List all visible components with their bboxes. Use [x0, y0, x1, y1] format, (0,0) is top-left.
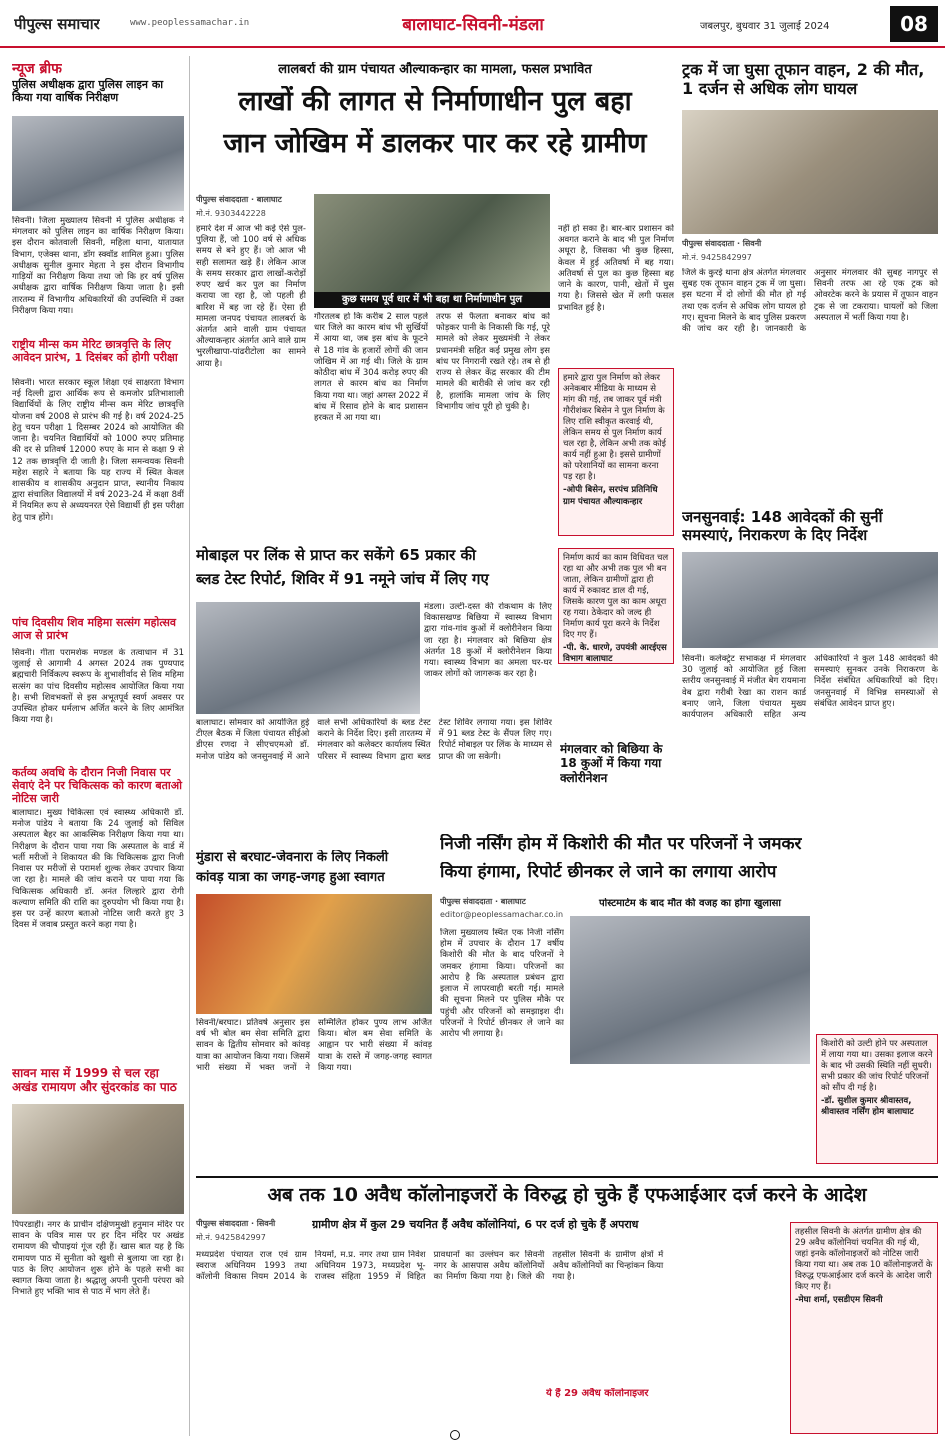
- edition-title: बालाघाट-सिवनी-मंडला: [402, 15, 544, 35]
- lead-body-1: हमारे देश में आज भी कई ऐसे पुल-पुलिया हैं, जो 100 वर्ष से अधिक समय से बने हुए हैं। जो आज भी सही सलामत खड़े हैं। लेकिन आज के समय सरकार द्वारा लाखों-करोड़ों रुपए खर्च कर पुल का निर्माण कराया जा रहा है, जो पहली ही बारिश में बह जा रहे हैं। ऐसा ही मामला जनपद पंचायत लालबर्रा के अंतर्गत आने वाली ग्राम पंचायत औल्याकन्हार अंतर्गत आने वाले ग्राम भुरलीखापा-पांढरीटोला का सामने आया है।: [196, 224, 306, 369]
- lead-byline: पीपुल्स संवाददाता · बालाघाट: [196, 195, 282, 204]
- jansunwai-photo: [682, 552, 938, 648]
- nursing-byline-place: बालाघाट: [500, 897, 526, 906]
- colony-sub2: ये हैं 29 अवैध कॉलोनाइजर: [546, 1388, 649, 1399]
- brief-4-body: बालाघाट। मुख्य चिकित्सा एवं स्वास्थ्य अधिकारी डॉ. मनोज पांडेय ने बताया कि 24 जुलाई को सिविल अस्पताल बैहर का आकस्मिक निरीक्षण किया गया था। निरीक्षण के दौरान पाया गया कि अस्पताल के वार्ड में भर्ती मरीजों ने शिकायत की कि चिकित्सक द्वारा निजी निवास पर मरीजों से परामर्श शुल्क लेकर उपचार किया जा रहा है। मामले की जांच कराने पर पाया गया कि चिकित्सक अधिकारी डॉ. अनंत लिल्हारे द्वारा रोगी कल्याण समिति की राशि का दुरुपयोग भी किया गया है। इस पर उन्हें कारण बताओ नोटिस जारी करते हुए 3 दिवस में जवाब प्रस्तुत करने कहा गया है।: [12, 808, 184, 931]
- chlorination-headline: मंगलवार को बिछिया के 18 कुओं में किया गया क्लोरीनेशन: [560, 742, 663, 785]
- ramayan-path-photo: [12, 1104, 184, 1214]
- nursing-home-photo: [570, 916, 810, 1064]
- accident-byline-place: सिवनी: [742, 239, 762, 248]
- accident-body: जिले के कुरई थाना क्षेत्र अंतर्गत मंगलवार सुबह एक तूफान वाहन ट्रक में जा घुसा। इस घटना में दो लोगों की मौत हो गई तथा एक दर्जन से अधिक लोग घायल हो गए। सूचना मिलने के बाद पुलिस प्रकरण की जांच कर रही है। जानकारी के अनुसार मंगलवार की सुबह नागपुर से सिवनी तरफ आ रहे एक ट्रक को ओवरटेक करने के प्रयास में तूफान वाहन ट्रक से जा टकराया। घायलों को जिला अस्पताल में भर्ती किया गया है।: [682, 268, 938, 335]
- colony-quote-text: तहसील सिवनी के अंतर्गत ग्रामीण क्षेत्र की 29 अवैध कॉलोनियां चयनित की गई थी, जहां इनके कॉलोनाइजरों को नोटिस जारी किया गया था। अब तक 10 कॉलोनाइजरों के विरुद्ध एफआईआर दर्ज करने के आदेश जारी किए गए हैं।: [795, 1227, 933, 1293]
- brand-url[interactable]: www.peoplessamachar.in: [130, 18, 250, 28]
- kanwar-body: सिवनी/बरघाट। प्रतिवर्ष अनुसार इस वर्ष भी बोल बम सेवा समिति द्वारा सावन के द्वितीय सोमवार को कांवड़ यात्रा का आयोजन किया गया। जिसमें भारी संख्या में भक्त जनों ने सम्मिलित होकर पुण्य लाभ अर्जित किया। बोल बम सेवा समिति के आह्वान पर भारी संख्या में कांवड़ यात्रा के रास्ते में जगह-जगह स्वागत किया गया।: [196, 1018, 432, 1073]
- lead-body-2: गौरतलब हो कि करीब 2 साल पहले धार जिले का कारम बांध भी सुर्खियों में आया था, जब इस बांध के फूटने से 18 गांव के हजारों लोगों की जान जोखिम में आ गई थी। जिले के ग्राम कोठीदा बांध में 304 करोड़ रुपए की लागत से कारम बांध का निर्माण किया गया था। जहां अगस्त 2022 में बांध में रिसाव होने के बाद प्रशासन हरकत में आ गया था।: [314, 312, 428, 423]
- colony-byline-place: सिवनी: [256, 1219, 276, 1228]
- kanwar-headline-1: मुंडारा से बरघाट-जेवनारा के लिए निकली: [196, 850, 389, 865]
- jansunwai-body: सिवनी। कलेक्ट्रेट सभाकक्ष में मंगलवार 30 जुलाई को आयोजित हुई जिला स्तरीय जनसुनवाई में मंजीत बेग रायमाना वेब द्वारा गरीबी रेखा का राशन कार्ड बनाए जाने, जिला पंचायत मुख्य कार्यपालन अधिकारी सहित अन्य अधिकारियों ने कुल 148 आवेदकों की समस्याएं सुनकर उनके निराकरण के निर्देश संबंधित अधिकारियों को दिए। जनसुनवाई में विभिन्न समस्याओं से संबंधित आवेदन प्राप्त हुए।: [682, 654, 938, 721]
- nursing-quote: [816, 1034, 938, 1164]
- lead-quote-1-by: -ओपी बिसेन, सरपंच प्रतिनिधि ग्राम पंचायत औल्याकन्हार: [563, 485, 658, 507]
- accident-mobile: मो.नं. 9425842997: [682, 253, 752, 262]
- chlorination-body: मंडला। उल्टी-दस्त की रोकथाम के लिए विकासखण्ड बिछिया में स्वास्थ्य विभाग द्वारा गांव-गांव कुओं में क्लोरीनेशन किया जा रहा है। मंगलवार को बिछिया क्षेत्र अंतर्गत 18 कुओं में क्लोरीनेशन किया गया। स्वास्थ्य विभाग का अमला घर-घर जाकर लोगों को जागरूक कर रहा है।: [424, 602, 552, 680]
- news-brief-label: न्यूज ब्रीफ: [12, 61, 62, 77]
- colony-body: मध्यप्रदेश पंचायत राज एवं ग्राम स्वराज अधिनियम 1993 तथा कॉलोनी विकास नियम 2014 के नियमों, म.प्र. नगर तथा ग्राम निवेश अधिनियम 1973, मध्यप्रदेश भू-राजस्व संहिता 1959 में विहित प्रावधानों का उल्लंघन कर सिवनी नगर के आसपास अवैध कॉलोनियों का निर्माण किया गया है। जिले की तहसील सिवनी के ग्रामीण क्षेत्रों में अवैध कॉलोनियों का चिन्हांकन किया गया है।: [196, 1250, 664, 1283]
- brief-5-headline: सावन मास में 1999 से चल रहा अखंड रामायण और सुंदरकांड का पाठ: [12, 1066, 177, 1095]
- nursing-body: जिला मुख्यालय स्थित एक निजी नर्सिंग होम में उपचार के दौरान 17 वर्षीय किशोरी की मौत के बाद परिजनों ने जमकर हंगामा किया। परिजनों का आरोप है कि अस्पताल प्रबंधन द्वारा इलाज में लापरवाही बरती गई। मामले की सूचना मिलने पर पुलिस मौके पर पहुंची और परिजनों को समझाइश दी। परिजनों ने रिपोर्ट छीनकर ले जाने का आरोप भी लगाया है।: [440, 928, 564, 1039]
- registration-mark: [450, 1430, 460, 1440]
- lead-body-4: नहीं हो सका है। बार-बार प्रशासन को अवगत कराने के बाद भी पुल निर्माण अधूरा है, जिसका भी कुछ हिस्सा, केवल में हुई अतिवर्षा में बह गया। अतिवर्षा से पुल का कुछ हिस्सा बह जाने के कारण, पानी, खेतों में घुस गया है। जिससे खेत में लगी फसल प्रभावित हुई है।: [558, 224, 674, 313]
- bridge-photo-caption: कुछ समय पूर्व धार में भी बहा था निर्माणाधीन पुल: [314, 292, 550, 308]
- brief-1-headline: पुलिस अधीक्षक द्वारा पुलिस लाइन का किया गया वार्षिक निरीक्षण: [12, 78, 164, 105]
- accident-story: [682, 56, 938, 504]
- nursing-photo-caption: पोस्टमार्टम के बाद मौत की वजह का होगा खुलासा: [598, 898, 782, 909]
- colony-byline-name: पीपुल्स संवाददाता: [196, 1219, 249, 1228]
- nursing-headline-2: किया हंगामा, रिपोर्ट छीनकर ले जाने का लगाया आरोप: [440, 862, 777, 882]
- brief-2-headline: राष्ट्रीय मीन्स कम मेरिट छात्रवृत्ति के लिए आवेदन प्रारंभ, 1 दिसंबर को होगी परीक्षा: [12, 338, 178, 365]
- accident-byline-name: पीपुल्स संवाददाता: [682, 239, 735, 248]
- brief-2-body: सिवनी। भारत सरकार स्कूल शिक्षा एवं साक्षरता विभाग नई दिल्ली द्वारा आर्थिक रूप से कमजोर प्रतिभाशाली विद्यार्थियों के लिए राष्ट्रीय मीन्स कम मेरिट छात्रवृत्ति योजना वर्ष 2008 से प्रारंभ की गई है। वर्ष 2024-25 हेतु चयन परीक्षा 1 दिसम्बर 2024 को आयोजित की जाना है। चयनित विद्यार्थियों को 1000 रुपए प्रतिमाह की दर से प्रतिवर्ष 12000 रुपए के मान से कक्षा 9 से 12 तक छात्रवृत्ति दी जाती है। जिला समन्वयक सिवनी महेश सहारे ने बताया कि यह राज्य में स्थित केवल शासकीय व शासकीय अनुदान प्राप्त, स्थानीय निकाय द्वारा संचालित विद्यालयों में वर्ष 2023-24 में कक्षा 8वीं में नियमित रूप से अध्ययनरत ऐसे विद्यार्थी ही इस परीक्षा हेतु पात्र होंगे।: [12, 378, 184, 523]
- masthead: [0, 0, 945, 48]
- lead-story: [196, 56, 674, 540]
- blood-camp-photo: [196, 602, 420, 714]
- nursing-byline: पीपुल्स संवाददाता · बालाघाट: [440, 897, 526, 906]
- police-parade-photo: [12, 116, 184, 211]
- lead-body-3: तरफ से फैलता बनाकर बांध को फोड़कर पानी के निकासी कि गई, पूरे मामले को लेकर मुख्यमंत्री ने लेकर प्रधानमंत्री सहित कई प्रमुख लोग इस बांध पर निगरानी रखते रहे। तब से ही राज्य से लेकर केंद्र सरकार की टीम मामले की बारीकी से जांच कर रही है, हालांकि मामला जांच के लिए विभागीय जांच पूरी हो चुकी है।: [436, 312, 550, 412]
- blood-body: बालाघाट। सोमवार को आयोजित हुई टीएल बैठक में जिला पंचायत सीईओ डीएस रणदा ने सीएचएमओ डॉ. मनोज पांडेय को जनसुनवाई में आने वाले सभी अधिकारियों के ब्लड टेस्ट कराने के निर्देश दिए। इसी तारतम्य में मंगलवार को कलेक्टर कार्यालय स्थित परिसर में स्वास्थ्य विभाग द्वारा ब्लड टेस्ट शिविर लगाया गया। इस शिविर में 91 ब्लड टेस्ट के सैंपल लिए गए। रिपोर्ट मोबाइल पर लिंक के माध्यम से प्राप्त की जा सकेगी।: [196, 718, 552, 762]
- blood-headline-2: ब्लड टेस्ट रिपोर्ट, शिविर में 91 नमूने जांच में लिए गए: [196, 570, 489, 588]
- colony-mobile: मो.नं. 9425842997: [196, 1233, 266, 1242]
- brief-4-headline: कर्तव्य अवधि के दौरान निजी निवास पर सेवाएं देने पर चिकित्सक को कारण बताओ नोटिस जारी: [12, 766, 183, 806]
- lead-headline-1: लाखों की लागत से निर्माणाधीन पुल बहा: [238, 86, 632, 117]
- lead-headline-2: जान जोखिम में डालकर पार कर रहे ग्रामीण: [223, 128, 647, 159]
- lead-kicker: लालबर्रा की ग्राम पंचायत औल्याकन्हार का मामला, फसल प्रभावित: [278, 62, 592, 77]
- accident-headline: ट्रक में जा घुसा तूफान वाहन, 2 की मौत, 1 दर्जन से अधिक लोग घायल: [682, 60, 925, 99]
- nursing-email[interactable]: editor@peoplessamachar.co.in: [440, 910, 564, 919]
- brief-1-body: सिवनी। जिला मुख्यालय सिवनी में पुलिस अधीक्षक ने मंगलवार को पुलिस लाइन का वार्षिक निरीक्षण किया। इस दौरान कोतवाली सिवनी, महिला थाना, यातायात विभाग, एजेक्स थाना, डॉग स्क्वॉड शामिल हुआ। पुलिस अधीक्षक सुनील कुमार मेहता ने इस दौरान विभागीय गाड़ियों का निरीक्षण किया तथा जो कि हर वर्ष पुलिस अधीक्षक द्वारा वार्षिक निरीक्षण किया जाता है। इसी तारतम्य में विभागीय अधिकारियों की उपस्थिति में उक्त निरीक्षण किया गया।: [12, 216, 184, 316]
- jansunwai-headline: जनसुनवाई: 148 आवेदकों की सुनीं समस्याएं, निराकरण के दिए निर्देश: [682, 508, 883, 544]
- colony-byline: पीपुल्स संवाददाता · सिवनी: [196, 1219, 276, 1228]
- nursing-quote-by: -डॉ. सुशील कुमार श्रीवास्तव, श्रीवास्तव नर्सिंग होम बालाघाट: [821, 1096, 914, 1118]
- dateline: जबलपुर, बुधवार 31 जुलाई 2024: [700, 21, 830, 32]
- page-number: 08: [890, 6, 938, 42]
- lead-quote-2-text: निर्माण कार्य का काम विधिवत चल रहा था और अभी तक पुल भी बन जाता, लेकिन ग्रामीणों द्वारा ही कार्य में रुकावट डाल दी गई, जिसके कारण पुल का काम अधूरा रह गया। ठेकेदार को जल्द ही निर्माण कार्य पूरा करने के निर्देश दिए गए हैं।: [563, 553, 669, 641]
- brief-3-body: सिवनी। गीता परामर्शक मण्डल के तत्वाधान में 31 जुलाई से आगामी 4 अगस्त 2024 तक पुण्यपाद ब्रह्मचारी निर्विकल्प स्वरूप के शुभाशीर्वाद से शिव महिमा सत्संग का पांच दिवसीय महोत्सव आयोजित किया गया है। सभी शिवभक्तों से इस अभूतपूर्व स्वर्ण अवसर पर उपस्थित होकर धर्मलाभ अर्जित करने के लिए आमंत्रित किया गया है।: [12, 648, 184, 726]
- accident-byline: पीपुल्स संवाददाता · सिवनी: [682, 239, 762, 248]
- colony-story: [196, 1176, 938, 1436]
- colony-headline: अब तक 10 अवैध कॉलोनाइजरों के विरुद्ध हो चुके हैं एफआईआर दर्ज करने के आदेश: [267, 1184, 867, 1206]
- bridge-photo: [314, 194, 550, 292]
- jansunwai-story: [682, 508, 938, 828]
- news-brief-column: [8, 56, 190, 1436]
- nursing-byline-name: पीपुल्स संवाददाता: [440, 897, 493, 906]
- kanwar-yatra-photo: [196, 894, 432, 1014]
- kanwar-story: [196, 850, 432, 1168]
- lead-quote-1: [558, 368, 674, 536]
- lead-quote-2-by: -पी. के. धारणे, उपयंत्री आरईएस विभाग बालाघाट: [563, 643, 667, 664]
- nursing-home-story: [440, 834, 938, 1168]
- crashed-vehicles-photo: [682, 110, 938, 234]
- colony-quote-by: -मेघा शर्मा, एसडीएम सिवनी: [795, 1295, 883, 1306]
- lead-mobile: मो.नं. 9303442228: [196, 209, 266, 218]
- colony-quote: [790, 1222, 938, 1434]
- brand-name: पीपुल्स समाचार: [14, 15, 100, 33]
- colony-subhead: ग्रामीण क्षेत्र में कुल 29 चयनित हैं अवैध कॉलोनियां, 6 पर दर्ज हो चुके हैं अपराध: [312, 1218, 639, 1231]
- nursing-quote-text: किशोरी को उल्टी होने पर अस्पताल में लाया गया था। उसका इलाज करने के बाद भी उसकी स्थिति नहीं सुधरी। सभी प्रकार की जांच रिपोर्ट परिजनों को सौंप दी गई है।: [821, 1039, 933, 1094]
- kanwar-headline-2: कांवड़ यात्रा का जगह-जगह हुआ स्वागत: [196, 870, 385, 885]
- lead-quote-1-text: हमारे द्वारा पुल निर्माण को लेकर अनेकबार मीडिया के माध्यम से मांग की गई, तब जाकर पूर्व मंत्री गौरीशंकर बिसेन ने पुल निर्माण के लिए राशि स्वीकृत करवाई थी, लेकिन समय से पुल निर्माण कार्य चल रहा है, लेकिन अभी तक कोई कार्य नहीं हुआ है। इससे ग्रामीणों को परेशानियों का सामना करना पड़ रहा है।: [563, 373, 666, 483]
- brief-5-body: पिपरडाही। नगर के प्राचीन दक्षिणमुखी हनुमान मंदिर पर सावन के पवित्र मास पर हर दिन मंदिर पर अखंड रामायण की चौपाइयां गूंज रही हैं। खास बात यह है कि रामायण पाठ में सुनीता को खुशी से बुलाया जा रहा है। पाठ के लिए आयोजन शुरू होने के पहले सभी का स्वागत किया जाता है। श्रद्धालु अपनी पुरानी परंपरा को निभाते हुए भक्ति भाव से पाठ में भाग लेते हैं।: [12, 1220, 184, 1298]
- lead-quote-2: [558, 548, 674, 664]
- nursing-headline-1: निजी नर्सिंग होम में किशोरी की मौत पर परिजनों ने जमकर: [440, 834, 802, 854]
- lead-byline-name: पीपुल्स संवाददाता: [196, 195, 249, 204]
- lead-byline-place: बालाघाट: [256, 195, 282, 204]
- blood-headline-1: मोबाइल पर लिंक से प्राप्त कर सकेंगे 65 प्रकार की: [196, 546, 476, 564]
- brief-3-headline: पांच दिवसीय शिव महिमा सत्संग महोत्सव आज से प्रारंभ: [12, 616, 177, 643]
